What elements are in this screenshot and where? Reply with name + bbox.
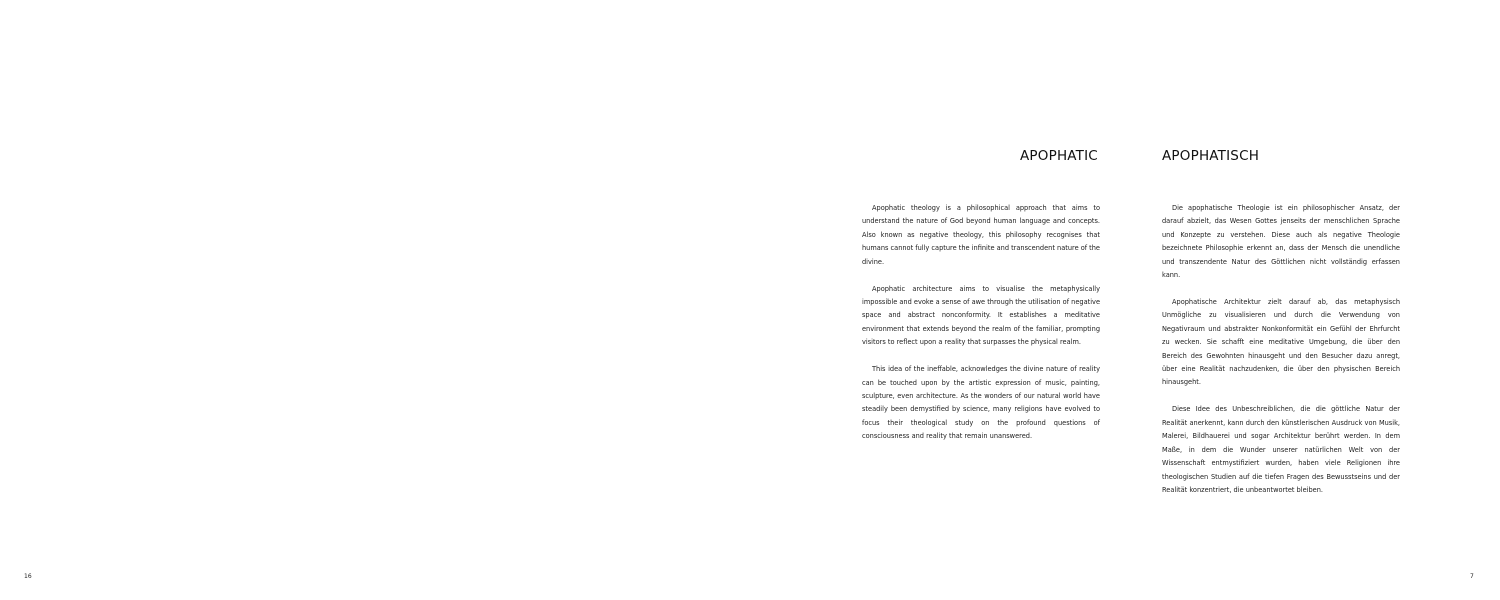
german-paragraph-2: Apophatische Architektur zielt darauf ab, das metaphysisch Unmögliche zu visualisieren und durch die Verwendung von Negativraum und abstrakter Nonkonformität ein Gefühl der Ehrfurcht zu wecken. Sie schafft eine meditative Umgebung, die über den Bereich des Gewohnten hinausgeht und den Besucher dazu anregt, über eine Realität nachzudenken, die über den physischen Bereich hinausgeht. — [1162, 298, 1400, 387]
german-paragraph-1: Die apophatische Theologie ist ein philosophischer Ansatz, der darauf abzielt, das Wesen Gottes jenseits der menschlichen Sprache und Konzepte zu verstehen. Diese auch als negative Theologie bezeichnete Philosophie erkennt an, dass der Mensch die unendliche und transzendente Natur des Göttlichen nicht vollständig erfassen kann. — [1162, 204, 1400, 280]
english-paragraph-3: This idea of the ineffable, acknowledges the divine nature of reality can be touched upon by the artistic expression of music, painting, sculpture, even architecture. As the wonders of our natural world have steadily been demystified by science, many religions have evolved to focus their theological study on the profound questions of consciousness and reality that remain unanswered. — [862, 365, 1100, 441]
left-page-number: 16 — [24, 573, 32, 580]
english-title: APOPHATIC — [1020, 148, 1098, 164]
english-paragraph-1: Apophatic theology is a philosophical approach that aims to understand the nature of God beyond human language and concepts. Also known as negative theology, this philosophy recognises that humans cannot fully capture the infinite and transcendent nature of the divine. — [862, 204, 1100, 266]
english-paragraph-2: Apophatic architecture aims to visualise the metaphysically impossible and evoke a sense of awe through the utilisation of negative space and abstract nonconformity. It establishes a meditative environment that extends beyond the realm of the familiar, prompting visitors to reflect upon a reality that surpasses the physical realm. — [862, 284, 1100, 347]
german-text-column — [1162, 202, 1400, 511]
english-text-column — [862, 202, 1100, 457]
right-page-number: 7 — [1470, 573, 1474, 580]
german-title: APOPHATISCH — [1162, 148, 1260, 164]
german-paragraph-3: Diese Idee des Unbeschreiblichen, die die göttliche Natur der Realität anerkennt, kann durch den künstlerischen Ausdruck von Musik, Malerei, Bildhauerei und sogar Architektur berührt werden. In dem Maße, in dem die Wunder unserer natürlichen Welt von der Wissenschaft entmystifiziert wurden, haben viele Religionen ihre theologischen Studien auf die tiefen Fragen des Bewusstseins und der Realität konzentriert, die unbeantwortet bleiben. — [1162, 405, 1400, 494]
